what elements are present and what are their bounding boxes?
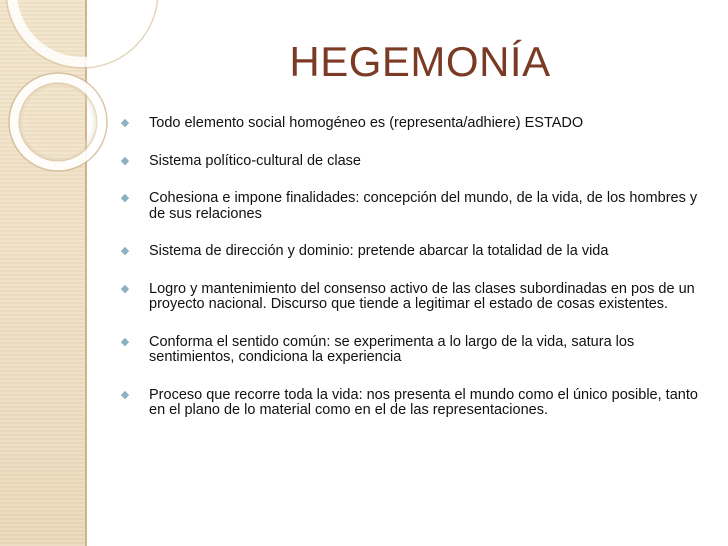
bullet-diamond-icon: ◆ [120, 117, 130, 129]
bullet-diamond-icon: ◆ [120, 192, 130, 204]
bullet-item [118, 388, 708, 419]
bullet-text: Cohesiona e impone finalidades: concepción del mundo, de la vida, de los hombres y de sus relaciones [149, 190, 698, 222]
bullet-item [118, 154, 708, 170]
bullet-diamond-icon: ◆ [120, 245, 130, 257]
bullet-item [118, 282, 708, 313]
bullet-text: Sistema político-cultural de clase [149, 152, 361, 169]
decorative-side-strip [0, 0, 85, 546]
bullet-diamond-icon: ◆ [120, 388, 130, 401]
bullet-text: Sistema de dirección y dominio: pretende abarcar la totalidad de la vida [149, 243, 609, 259]
bullet-text: Todo elemento social homogéneo es (representa/adhiere) ESTADO [149, 115, 584, 131]
bullet-text: Conforma el sentido común: se experimenta a lo largo de la vida, satura los sentimientos, condiciona la experiencia [149, 333, 635, 365]
bullet-item [118, 335, 708, 366]
bullet-item [118, 116, 708, 132]
bullet-item [118, 191, 708, 222]
bullet-text: Proceso que recorre toda la vida: nos presenta el mundo como el único posible, tanto en el plano de lo material como en el de las representaciones. [149, 386, 698, 418]
bullet-text: Logro y mantenimiento del consenso activo de las clases subordinadas en pos de un proyecto nacional. Discurso que tiende a legitimar el estado de cosas existentes. [149, 280, 695, 312]
decorative-divider [85, 0, 87, 546]
slide-title: HEGEMONÍA [289, 38, 551, 85]
bullet-item [118, 244, 708, 260]
bullet-diamond-icon: ◆ [120, 282, 130, 295]
bullet-diamond-icon: ◆ [120, 335, 130, 348]
bullet-list [118, 116, 708, 441]
bullet-diamond-icon: ◆ [120, 154, 130, 167]
